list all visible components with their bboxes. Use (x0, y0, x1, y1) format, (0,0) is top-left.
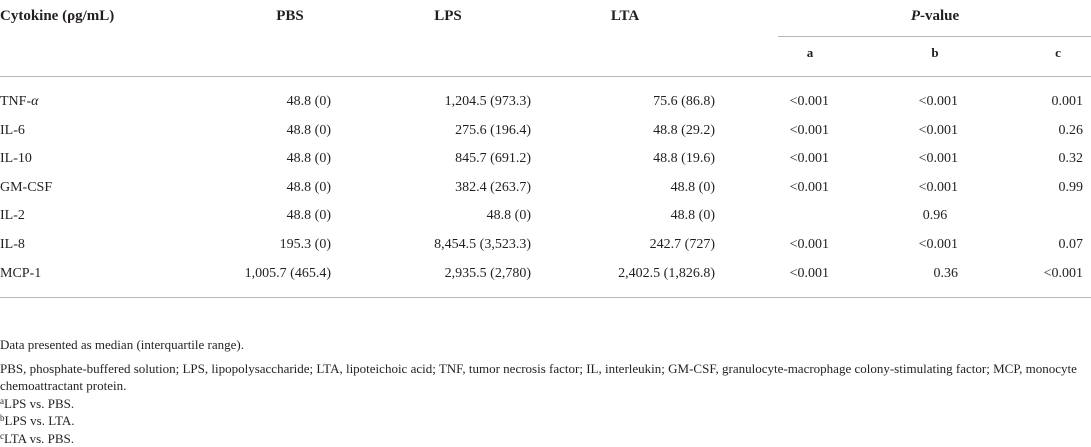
footnote-b-mark: b (0, 413, 5, 423)
cytokine-name-text: MCP-1 (0, 266, 41, 281)
cell-pbs: 1,005.7 (465.4) (245, 265, 331, 283)
col-header-pvalue (870, 7, 1000, 25)
cell-a: <0.001 (790, 150, 829, 168)
cell-c: 0.26 (1059, 122, 1084, 140)
cell-pbs: 48.8 (0) (287, 179, 331, 197)
footnote-a-mark: a (0, 396, 4, 406)
pvalue-rest: -value (920, 8, 959, 24)
col-header-a: a (790, 44, 830, 62)
header-bottom-rule (0, 76, 1091, 77)
cell-lps: 48.8 (0) (487, 207, 531, 225)
note-abbreviations: PBS, phosphate-buffered solution; LPS, lipopolysaccharide; LTA, lipoteichoic acid; TNF, tumor necrosis factor; IL, interleukin; GM-CSF, granulocyte-macrophage colony-stimulating factor; MCP, monocyte chemoattractant protein. (0, 360, 1085, 395)
footnote-c-text: LTA vs. PBS. (4, 431, 74, 446)
cell-b: <0.001 (919, 122, 958, 140)
cell-a: <0.001 (790, 236, 829, 254)
pvalue-italic: P (911, 8, 920, 24)
cell-lta: 48.8 (0) (671, 207, 715, 225)
cell-lta: 242.7 (727) (650, 236, 715, 254)
cytokine-name (0, 236, 25, 254)
cell-pbs: 48.8 (0) (287, 122, 331, 140)
cell-lps: 8,454.5 (3,523.3) (434, 236, 531, 254)
cytokine-name-text: GM-CSF (0, 180, 52, 195)
cell-pbs: 48.8 (0) (287, 207, 331, 225)
cell-lta: 48.8 (19.6) (653, 150, 715, 168)
cytokine-name (0, 207, 25, 225)
cell-lps: 275.6 (196.4) (455, 122, 531, 140)
cell-c: 0.07 (1059, 236, 1084, 254)
cell-a: <0.001 (790, 265, 829, 283)
cytokine-name-text: IL-10 (0, 151, 32, 166)
cell-lps: 2,935.5 (2,780) (445, 265, 531, 283)
cell-a: <0.001 (790, 122, 829, 140)
cytokine-name (0, 122, 25, 140)
table-footnotes (0, 336, 1085, 447)
cell-c: 0.32 (1059, 150, 1084, 168)
cell-b: 0.36 (934, 265, 959, 283)
cell-a: <0.001 (790, 179, 829, 197)
footnote-c (0, 430, 1085, 447)
cell-a: <0.001 (790, 93, 829, 111)
cell-b: <0.001 (919, 179, 958, 197)
footnote-b-text: LPS vs. LTA. (5, 413, 75, 428)
cell-c: <0.001 (1044, 265, 1083, 283)
cell-lps: 382.4 (263.7) (455, 179, 531, 197)
table-bottom-rule (0, 297, 1091, 298)
cytokine-name (0, 265, 41, 283)
cytokine-name-text: IL-2 (0, 208, 25, 223)
cell-pbs: 48.8 (0) (287, 93, 331, 111)
col-header-pbs: PBS (240, 7, 340, 25)
col-header-lps: LPS (398, 7, 498, 25)
cytokine-name-text: TNF- (0, 94, 31, 109)
footnote-c-mark: c (0, 431, 4, 441)
col-header-b: b (915, 44, 955, 62)
col-header-c: c (1038, 44, 1078, 62)
cell-b: 0.96 (895, 207, 975, 225)
cytokine-name-greek: α (31, 94, 38, 109)
cell-lps: 845.7 (691.2) (455, 150, 531, 168)
cell-c: 0.001 (1052, 93, 1084, 111)
cell-lta: 2,402.5 (1,826.8) (618, 265, 715, 283)
footnote-a (0, 395, 1085, 413)
cell-lta: 75.6 (86.8) (653, 93, 715, 111)
col-header-cytokine: Cytokine (ρg/mL) (0, 7, 114, 25)
cytokine-name-text: IL-8 (0, 237, 25, 252)
cytokine-name-text: IL-6 (0, 123, 25, 138)
col-header-lta: LTA (575, 7, 675, 25)
cytokine-name (0, 93, 38, 111)
cell-b: <0.001 (919, 150, 958, 168)
cell-c: 0.99 (1059, 179, 1084, 197)
cell-pbs: 48.8 (0) (287, 150, 331, 168)
note-data-presented: Data presented as median (interquartile range). (0, 336, 1085, 354)
cytokine-name (0, 179, 52, 197)
cytokine-name (0, 150, 32, 168)
cell-lta: 48.8 (29.2) (653, 122, 715, 140)
pvalue-underline (778, 36, 1091, 37)
cell-lps: 1,204.5 (973.3) (445, 93, 531, 111)
cell-b: <0.001 (919, 236, 958, 254)
cell-b: <0.001 (919, 93, 958, 111)
footnote-a-text: LPS vs. PBS. (4, 396, 74, 411)
cell-pbs: 195.3 (0) (280, 236, 331, 254)
cell-lta: 48.8 (0) (671, 179, 715, 197)
